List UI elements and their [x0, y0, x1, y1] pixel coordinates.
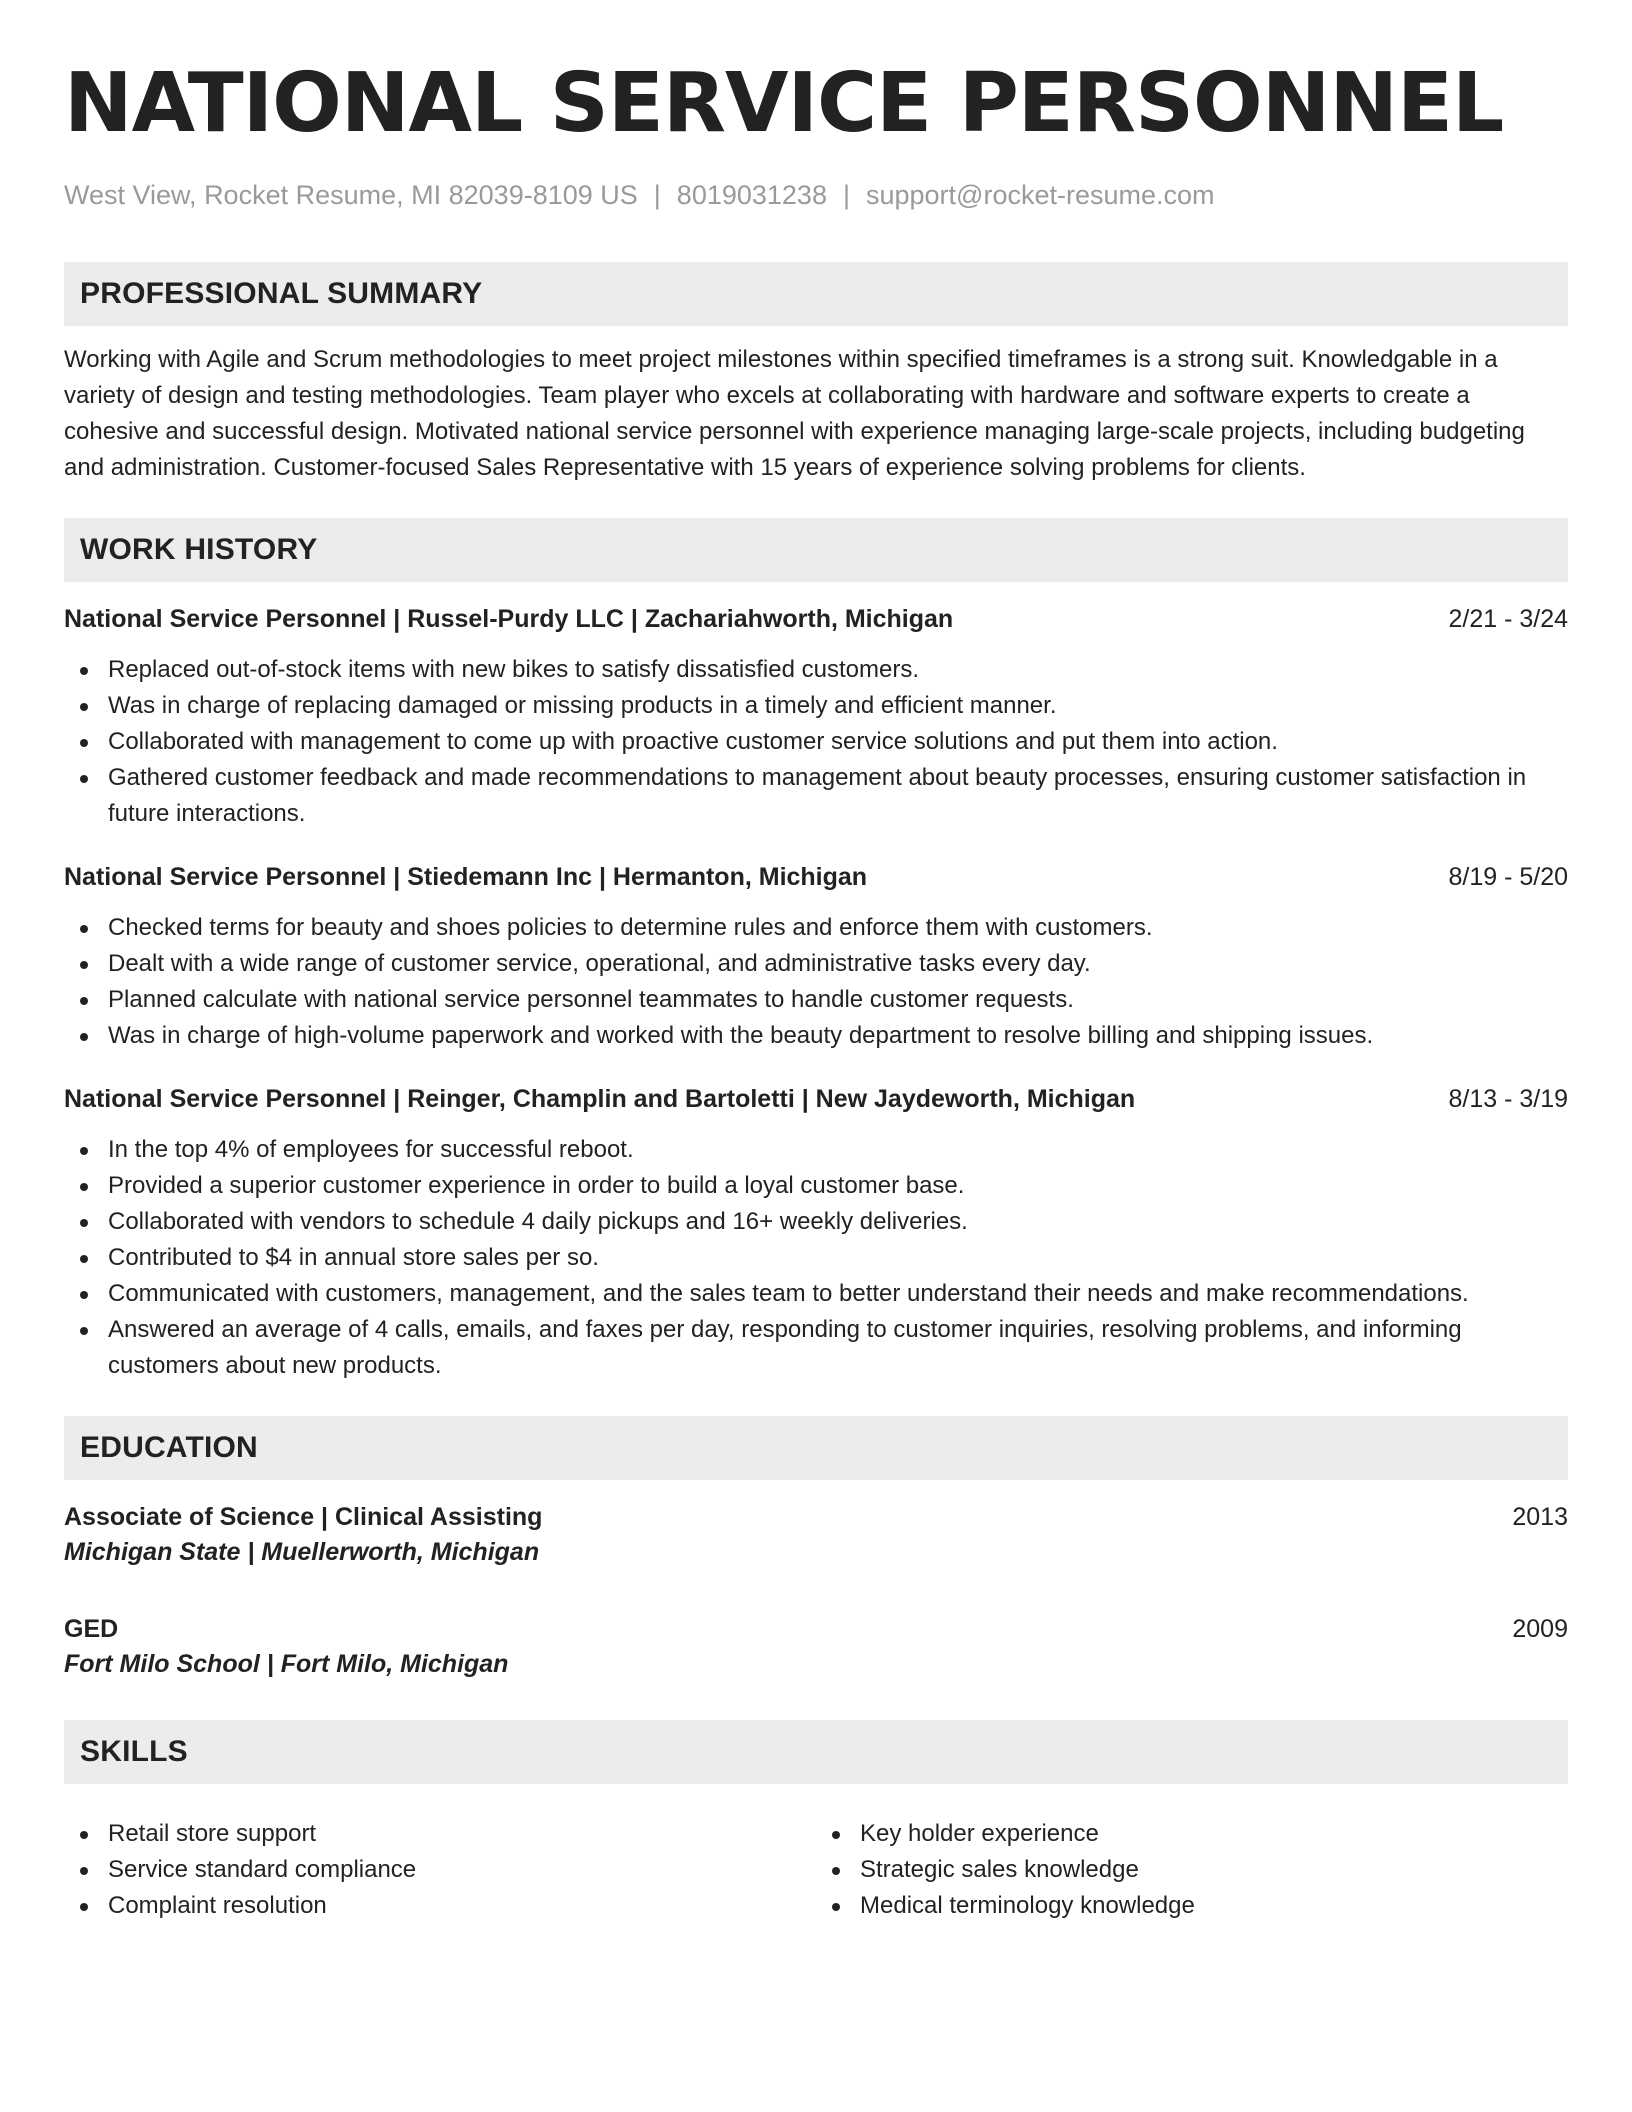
- contact-separator: |: [653, 180, 661, 210]
- skills-columns: [64, 1800, 1568, 1924]
- job-entry: [64, 860, 1568, 1054]
- job-dates: 8/13 - 3/19: [1448, 1085, 1568, 1113]
- job-bullet: In the top 4% of employees for successful reboot.: [64, 1132, 1568, 1168]
- job-bullets: [64, 652, 1568, 832]
- job-bullet: Was in charge of high-volume paperwork and worked with the beauty department to resolve billing and shipping issues.: [64, 1018, 1568, 1054]
- contact-email: support@rocket-resume.com: [865, 180, 1215, 210]
- education-header: [64, 1612, 1568, 1646]
- job-bullet: Checked terms for beauty and shoes policies to determine rules and enforce them with customers.: [64, 910, 1568, 946]
- skill-item: Service standard compliance: [64, 1852, 816, 1888]
- education-school: Fort Milo School | Fort Milo, Michigan: [64, 1650, 509, 1678]
- education-year: 2009: [1512, 1615, 1568, 1643]
- education-year: 2013: [1512, 1503, 1568, 1531]
- job-header: [64, 1082, 1568, 1116]
- job-bullet: Gathered customer feedback and made recommendations to management about beauty processes, ensuring customer satisfaction in future interactions.: [64, 760, 1568, 832]
- section-heading-work: WORK HISTORY: [64, 518, 1568, 582]
- skill-item: Key holder experience: [816, 1816, 1568, 1852]
- work-history-section: [64, 518, 1568, 1384]
- section-heading-skills: SKILLS: [64, 1720, 1568, 1784]
- job-bullet: Planned calculate with national service personnel teammates to handle customer requests.: [64, 982, 1568, 1018]
- job-bullets: [64, 910, 1568, 1054]
- job-dates: 2/21 - 3/24: [1448, 605, 1568, 633]
- skills-section: [64, 1720, 1568, 1924]
- section-heading-summary: PROFESSIONAL SUMMARY: [64, 262, 1568, 326]
- job-entry: [64, 1082, 1568, 1384]
- contact-line: [64, 178, 1568, 212]
- section-heading-education: EDUCATION: [64, 1416, 1568, 1480]
- contact-separator: |: [842, 180, 850, 210]
- job-bullet: Was in charge of replacing damaged or missing products in a timely and efficient manner.: [64, 688, 1568, 724]
- job-header: [64, 602, 1568, 636]
- job-bullet: Communicated with customers, management, and the sales team to better understand their needs and make recommendations.: [64, 1276, 1568, 1312]
- job-bullet: Dealt with a wide range of customer service, operational, and administrative tasks every day.: [64, 946, 1568, 982]
- job-bullet: Collaborated with management to come up with proactive customer service solutions and put them into action.: [64, 724, 1568, 760]
- job-title: National Service Personnel | Stiedemann Inc | Hermanton, Michigan: [64, 863, 868, 891]
- education-degree: Associate of Science | Clinical Assisting: [64, 1503, 543, 1531]
- job-bullet: Answered an average of 4 calls, emails, and faxes per day, responding to customer inquiries, resolving problems, and informing customers about new products.: [64, 1312, 1568, 1384]
- skills-column-right: [816, 1816, 1568, 1924]
- job-entry: [64, 602, 1568, 832]
- education-section: [64, 1416, 1568, 1682]
- education-entry: [64, 1612, 1568, 1682]
- education-school: Michigan State | Muellerworth, Michigan: [64, 1538, 540, 1566]
- job-title: National Service Personnel | Russel-Purdy LLC | Zachariahworth, Michigan: [64, 605, 954, 633]
- skill-item: Strategic sales knowledge: [816, 1852, 1568, 1888]
- skill-item: Complaint resolution: [64, 1888, 816, 1924]
- professional-summary-section: [64, 262, 1568, 486]
- job-bullet: Contributed to $4 in annual store sales per so.: [64, 1240, 1568, 1276]
- job-bullet: Replaced out-of-stock items with new bikes to satisfy dissatisfied customers.: [64, 652, 1568, 688]
- summary-text: Working with Agile and Scrum methodologies to meet project milestones within specified timeframes is a strong suit. Knowledgable in a variety of design and testing methodologies. Team player who excels at collaborating with hardware and software experts to create a cohesive and successful design. Motivated national service personnel with experience managing large-scale projects, including budgeting and administration. Customer-focused Sales Representative with 15 years of experience solving problems for clients.: [64, 346, 1525, 481]
- education-header: [64, 1500, 1568, 1534]
- job-bullet: Collaborated with vendors to schedule 4 daily pickups and 16+ weekly deliveries.: [64, 1204, 1568, 1240]
- skill-item: Medical terminology knowledge: [816, 1888, 1568, 1924]
- job-dates: 8/19 - 5/20: [1448, 863, 1568, 891]
- job-bullet: Provided a superior customer experience in order to build a loyal customer base.: [64, 1168, 1568, 1204]
- skill-item: Retail store support: [64, 1816, 816, 1852]
- contact-phone: 8019031238: [676, 180, 827, 210]
- skills-column-left: [64, 1816, 816, 1924]
- candidate-name: NATIONAL SERVICE PERSONNEL: [64, 56, 1504, 151]
- education-entry: [64, 1500, 1568, 1570]
- job-header: [64, 860, 1568, 894]
- contact-address: West View, Rocket Resume, MI 82039-8109 US: [64, 180, 638, 210]
- job-bullets: [64, 1132, 1568, 1384]
- education-degree: GED: [64, 1615, 119, 1643]
- job-title: National Service Personnel | Reinger, Champlin and Bartoletti | New Jaydeworth, Michigan: [64, 1085, 1136, 1113]
